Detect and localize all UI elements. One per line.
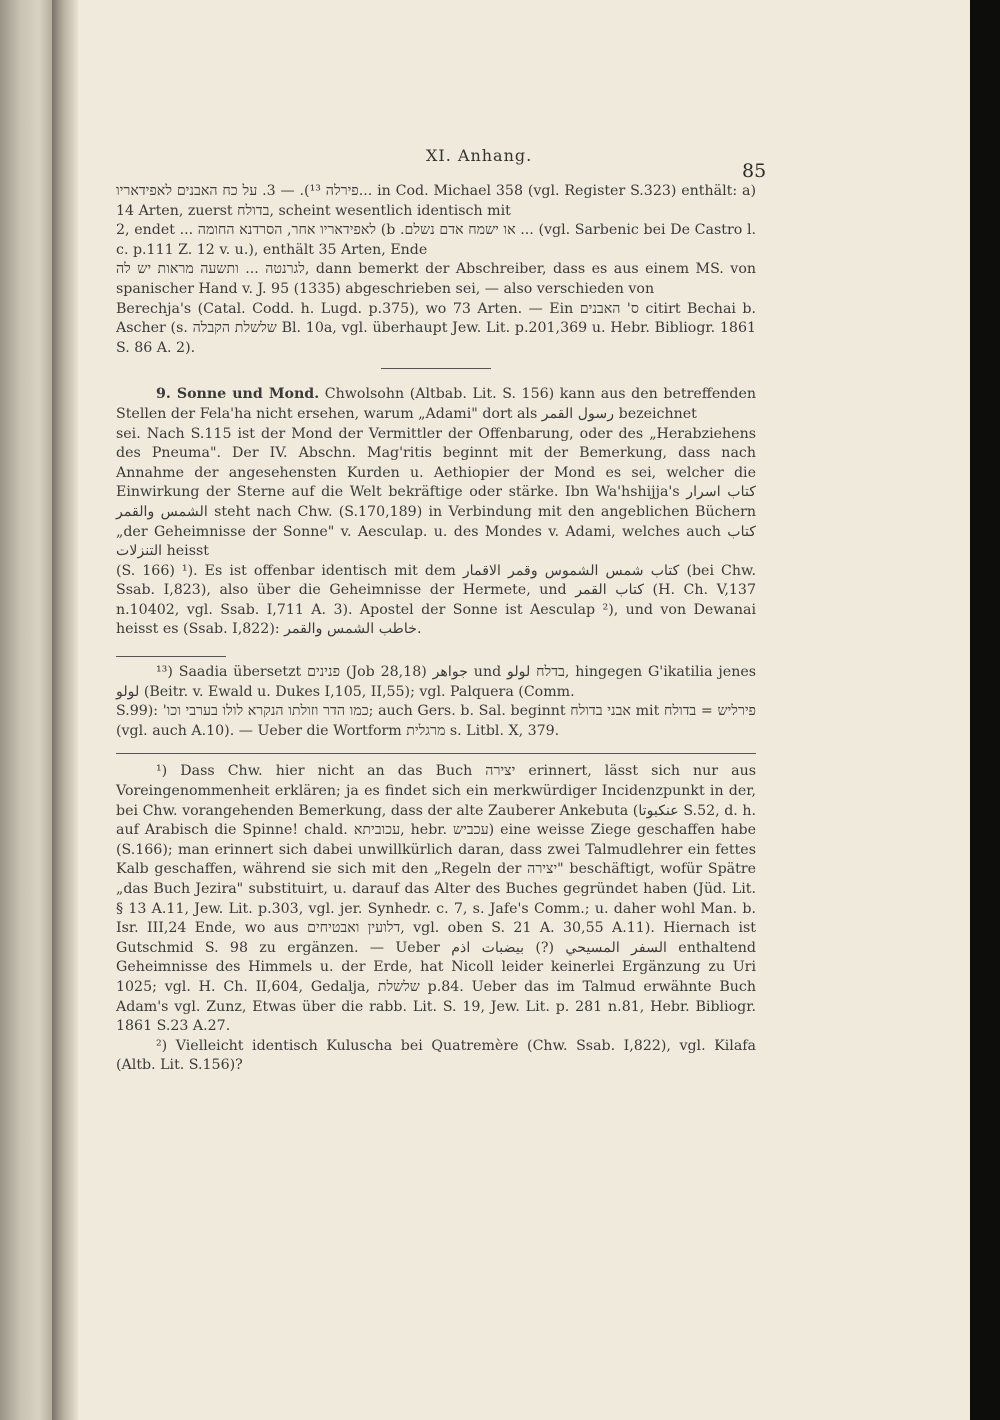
footnote-divider <box>116 656 226 657</box>
section-heading: 9. Sonne und Mond. <box>156 386 320 403</box>
note-line: ‏פירלה‏ ¹³). — 3. ‏על כח האבנים לאפידאריו‏... in Cod. Michael 358 (vgl. Register S.323) enthält: a) 14 Arten, zuerst ‏בדולח‏, scheint wesentlich identisch mit <box>116 183 756 219</box>
page-number: 85 <box>742 160 767 182</box>
background-edge <box>970 0 1000 1420</box>
footnote-text: S.99): ‏כמו הדר וזולתו הנקרא לולו בערבי וכו'‏; auch Gers. b. Sal. beginnt ‏אבני בדולח‏ mit ‏פירליש = בדולח‏ (vgl. auch A.10). — Ueber die Wortform ‏מרגלית‏ s. Litbl. X, 379. <box>116 703 756 739</box>
footnote-text: ¹³) Saadia übersetzt ‏פנינים‏ (Job 28,18) جواهر und ‏בדלח‏ لولو, hingegen G'ikatilia jenes لولو (Beitr. v. Ewald u. Dukes I,105, II,55); vgl. Palquera (Comm. <box>116 664 757 700</box>
facing-page-edge <box>0 0 52 1420</box>
page-header <box>78 146 970 186</box>
section-text: Chwolsohn (Altbab. Lit. S. 156) kann aus den betreffenden Stellen der Fela'ha nicht ersehen, warum „Adami" dort als رسول القمر bezeichnet <box>116 386 756 422</box>
book-gutter <box>52 0 78 1420</box>
page-content <box>116 182 756 1076</box>
section-text: sei. Nach S.115 ist der Mond der Vermittler der Offenbarung, oder des „Herabziehens des Pneuma". Der IV. Abschn. Mag'ritis beginnt mit der Bemerkung, dass nach Annahme der angesehensten Kurden u. Aethiopier der Mond es sei, welcher die Einwirkung der Sterne auf die Welt bekräftige oder stärke. Ibn Wa'hshijja's كتاب اسرار الشمس والقمر steht nach Chw. (S.170,189) in Verbindung mit den angeblichen Büchern „der Geheimnisse der Sonne" v. Aesculap. u. des Mondes v. Adami, welches auch كتاب التنزلات heisst <box>116 425 756 560</box>
note-line: Berechja's (Catal. Codd. h. Lugd. p.375), wo 73 Arten. — Ein ‏ס' האבנים‏ citirt Bechai b. Ascher (s. ‏שלשלת הקבלה‏ Bl. 10a, vgl. überhaupt Jew. Lit. p.201,369 u. Hebr. Bibliogr. 1861 S. 86 A. 2). <box>116 300 756 356</box>
book-page <box>78 0 970 1420</box>
footnote-2: ²) Vielleicht identisch Kuluscha bei Quatremère (Chw. Ssab. I,822), vgl. Kilafa (Altb. Lit. S.156)? <box>116 1037 756 1074</box>
section-divider <box>381 368 491 369</box>
running-head: XI. Anhang. <box>426 146 533 165</box>
note-line: 2, endet ... ‏לאפידאריו אחר, הסרדנא החומה (b .או ישמח אדם נשלם‏ ... (vgl. Sarbenic bei De Castro l. c. p.111 Z. 12 v. u.), enthält 35 Arten, Ende <box>116 222 756 258</box>
footnote-1: ¹) Dass Chw. hier nicht an das Buch ‏יצירה‏ erinnert, lässt sich nur aus Voreingenommenheit erklären; ja es findet sich ein merkwürdiger Incidenzpunkt in der, bei Chw. vorangehenden Bemerkung, dass der alte Zauberer Ankebuta (عنكبوتا S.52, d. h. auf Arabisch die Spinne! chald. ‏עכוביתא‏, hebr. ‏עכביש‏) eine weisse Ziege geschaffen habe (S.166); man erinnert sich dabei unwillkürlich daran, dass zwei Talmudlehrer ein fettes Kalb geschaffen, während sie sich mit den „Regeln der ‏יצירה‏" beschäftigt, wofür Spätre „das Buch Jezira" substituirt, u. darauf das Alter des Buches gegründet haben (Jüd. Lit. § 13 A.11, Jew. Lit. p.303, vgl. jer. Synhedr. c. 7, s. Jafe's Comm.; u. daher wohl Man. b. Isr. III,24 Ende, wo aus ‏דלועין ואבטיחים‏, vgl. oben S. 21 A. 30,55 A.11). Hiernach ist Gutschmid S. 98 zu ergänzen. — Ueber السفر المسيحي (?) بيضبات اذم enthaltend Geheimnisse des Himmels u. der Erde, hat Nicoll leider keinerlei Ergänzung zu Uri 1025; vgl. H. Ch. II,604, Gedalja, ‏שלשלת‏ p.84. Ueber das im Talmud erwähnte Buch Adam's vgl. Zunz, Etwas über die rabb. Lit. S. 19, Jew. Lit. p. 281 n.81, Hebr. Bibliogr. 1861 S.23 A.27. <box>116 763 757 1035</box>
section-paragraph <box>116 385 756 424</box>
section-text: (S. 166) ¹). Es ist offenbar identisch mit dem كتاب شمس الشموس وقمر الاقمار (bei Chw. Ssab. I,823), also über die Geheimnisse der Hermete, und كتاب القمر (H. Ch. V,137 n.10402, vgl. Ssab. I,711 A. 3). Apostel der Sonne ist Aesculap ²), und von Dewanai heisst es (Ssab. I,822): خاطب الشمس والقمر. <box>116 562 756 638</box>
note-line: ‏לגרנטה‏ ... ‏ותשעה מראות יש לה‏, dann bemerkt der Abschreiber, dass es aus einem MS. von spanischer Hand v. J. 95 (1335) abgeschrieben sei, — also verschieden von <box>116 261 756 297</box>
footnote-13 <box>116 663 756 741</box>
footnotes <box>116 762 756 1076</box>
footnotes-divider <box>116 753 756 754</box>
note-continuation <box>116 182 756 358</box>
section-sonne-und-mond <box>116 385 756 640</box>
